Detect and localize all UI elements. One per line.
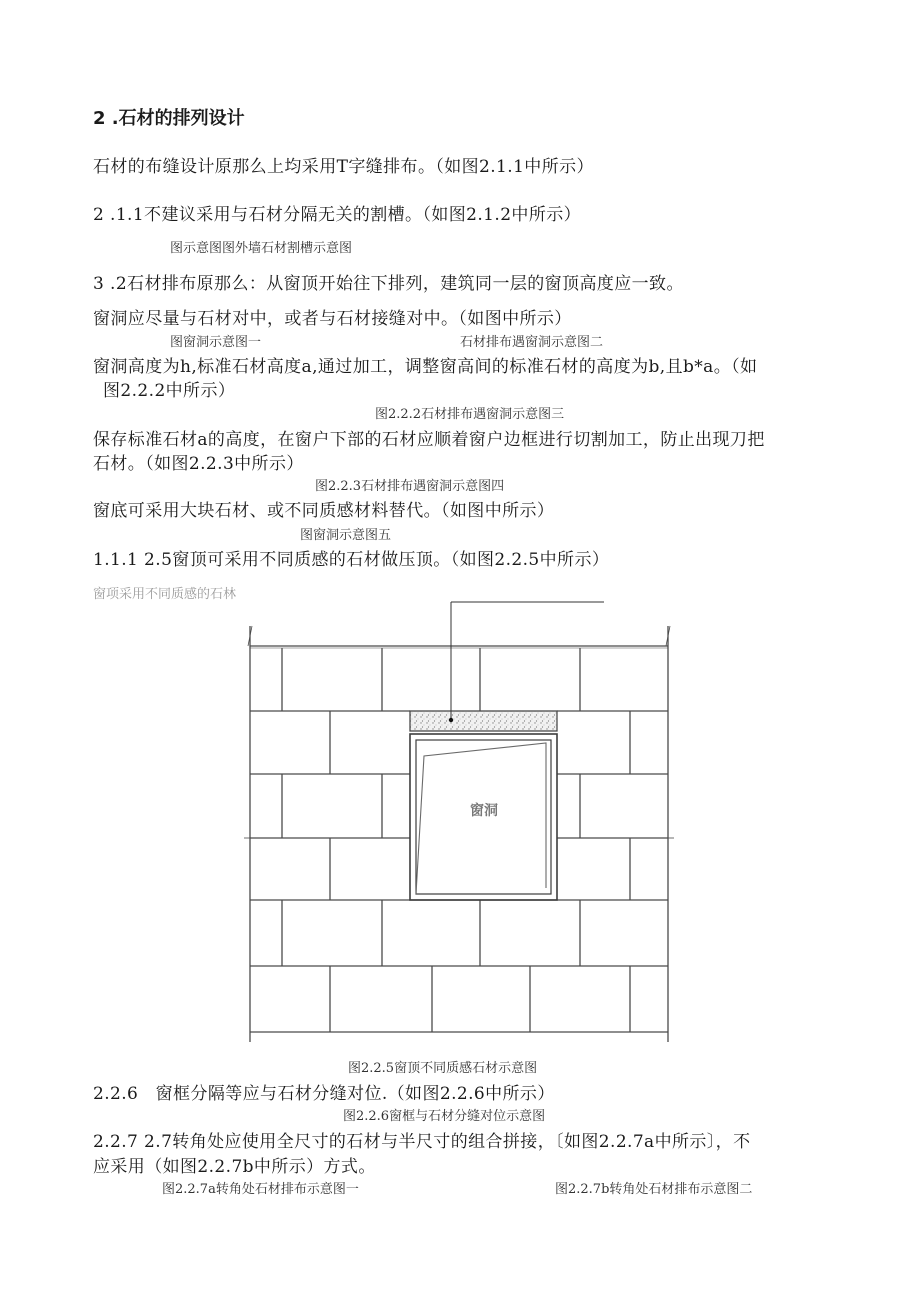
figure-caption: 图2.2.7a转角处石材排布示意图一 [162,1182,359,1197]
paragraph-line: 2.2.7 2.7转角处应使用全尺寸的石材与半尺寸的组合拼接，〔如图2.2.7a中所示〕，不 [93,1132,751,1152]
paragraph-line: 石材。（如图2.2.3中所示） [93,454,304,474]
figure-caption: 图2.2.7b转角处石材排布示意图二 [555,1182,753,1197]
paragraph-line: 2 .1.1不建议采用与石材分隔无关的割槽。（如图2.1.2中所示） [93,205,582,225]
section-heading: 2 .石材的排列设计 [93,108,245,129]
figure-caption: 石材排布遇窗洞示意图二 [460,335,604,350]
paragraph-line: 保存标准石材a的高度，在窗户下部的石材应顺着窗户边框进行切割加工，防止出现刀把 [93,430,765,450]
window-opening-label: 窗洞 [470,803,498,819]
stone-wall-elevation-figure [240,596,680,1046]
paragraph-line: 2.2.6 窗框分隔等应与石材分缝对位.（如图2.2.6中所示） [93,1084,555,1104]
figure-caption: 图2.2.5窗顶不同质感石材示意图 [348,1061,538,1076]
paragraph-line: 1.1.1 2.5窗顶可采用不同质感的石材做压顶。（如图2.2.5中所示） [93,550,610,570]
figure-caption: 图示意图图外墙石材割槽示意图 [170,241,353,256]
figure-caption: 图2.2.6窗框与石材分缝对位示意图 [343,1109,546,1124]
figure-note: 窗项采用不同质感的石林 [93,587,237,602]
figure-caption: 图窗洞示意图五 [300,528,392,543]
figure-caption: 图窗洞示意图一 [170,335,262,350]
paragraph-line: 窗洞应尽量与石材对中，或者与石材接缝对中。（如图中所示） [93,309,572,329]
figure-caption: 图2.2.3石材排布遇窗洞示意图四 [315,479,505,494]
paragraph-line: 图2.2.2中所示） [103,381,236,401]
paragraph-line: 窗洞高度为h,标准石材高度a,通过加工，调整窗高间的标准石材的高度为b,且b*a。（如 [93,357,758,377]
figure-caption: 图2.2.2石材排布遇窗洞示意图三 [375,407,565,422]
paragraph-line: 石材的布缝设计原那么上均采用T字缝排布。（如图2.1.1中所示） [93,157,594,177]
paragraph-line: 应采用（如图2.2.7b中所示）方式。 [93,1157,376,1177]
paragraph-line: 窗底可采用大块石材、或不同质感材料替代。（如图中所示） [93,501,555,521]
paragraph-line: 3 .2石材排布原那么：从窗顶开始往下排列，建筑同一层的窗顶高度应一致。 [93,274,684,294]
